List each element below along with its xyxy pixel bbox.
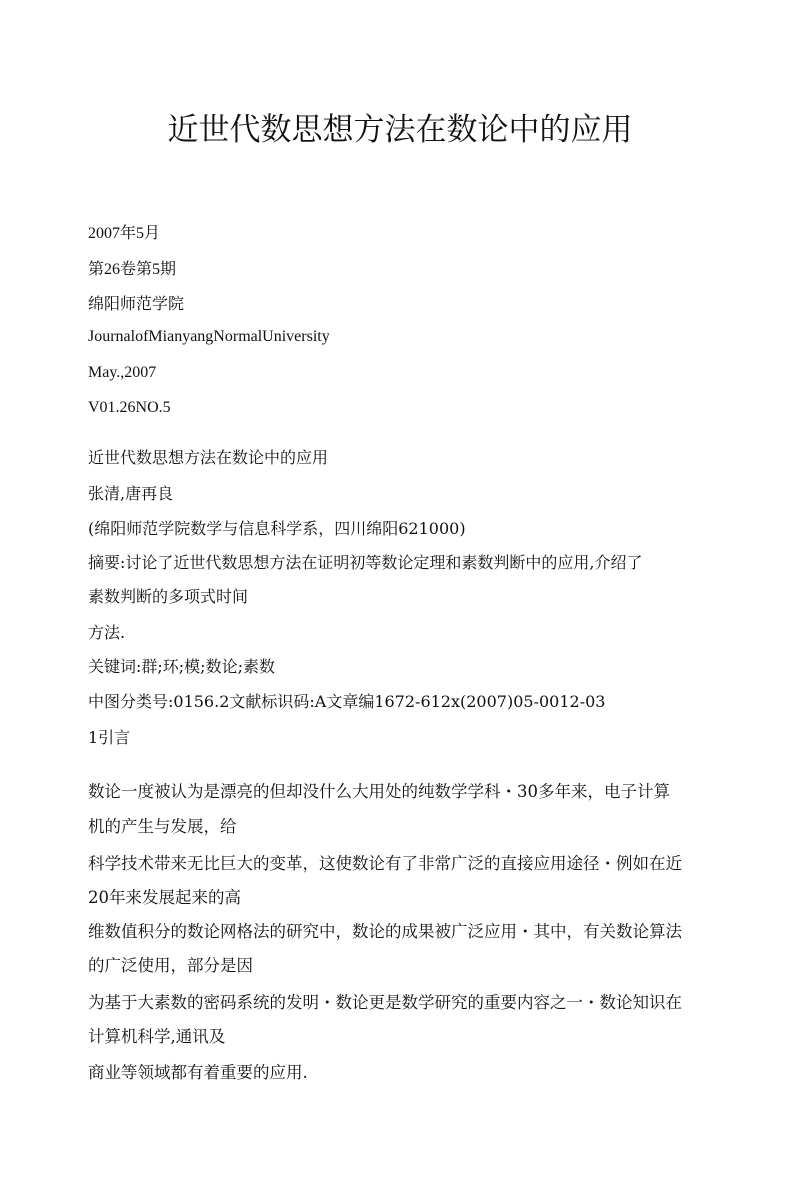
- document-title: 近世代数思想方法在数论中的应用: [167, 112, 633, 148]
- article-authors: 张清,唐再良: [88, 484, 174, 503]
- body-line: 维数值积分的数论网格法的研究中，数论的成果被广泛应用・其中，有关数论算法: [88, 922, 682, 941]
- volume-en: V01.26NO.5: [88, 399, 171, 416]
- abstract-line: 方法.: [88, 623, 126, 642]
- abstract-line: 素数判断的多项式时间: [88, 587, 249, 606]
- publication-date: 2007年5月: [88, 225, 161, 242]
- body-line: 数论一度被认为是漂亮的但却没什么大用处的纯数学学科・30多年来，电子计算: [88, 782, 670, 801]
- keywords: 关键词:群;环;模;数论;素数: [88, 657, 275, 676]
- journal-name-cn: 绵阳师范学院: [88, 294, 185, 313]
- section-heading: 1引言: [88, 728, 131, 747]
- publication-date-en: May.,2007: [88, 364, 157, 381]
- article-affiliation: (绵阳师范学院数学与信息科学系，四川绵阳621000): [88, 519, 466, 538]
- classification-info: 中图分类号:0156.2文献标识码:A文章编1672-612x(2007)05-0012-03: [88, 692, 606, 711]
- body-line: 商业等领域都有着重要的应用.: [88, 1063, 308, 1082]
- body-line: 的广泛使用，部分是因: [88, 956, 253, 975]
- body-line: 为基于大素数的密码系统的发明・数论更是数学研究的重要内容之一・数论知识在: [88, 993, 682, 1012]
- journal-name-en: JournalofMianyangNormalUniversity: [88, 328, 330, 345]
- body-line: 20年来发展起来的高: [88, 888, 241, 907]
- body-line: 计算机科学,通讯及: [88, 1027, 226, 1046]
- body-line: 科学技术带来无比巨大的变革，这使数论有了非常广泛的直接应用途径・例如在近: [88, 854, 682, 873]
- issue-number: 第26卷第5期: [88, 261, 177, 278]
- abstract-line: 摘要:讨论了近世代数思想方法在证明初等数论定理和素数判断中的应用,介绍了: [88, 553, 643, 572]
- body-line: 机的产生与发展，给: [88, 817, 237, 836]
- article-title: 近世代数思想方法在数论中的应用: [88, 448, 329, 467]
